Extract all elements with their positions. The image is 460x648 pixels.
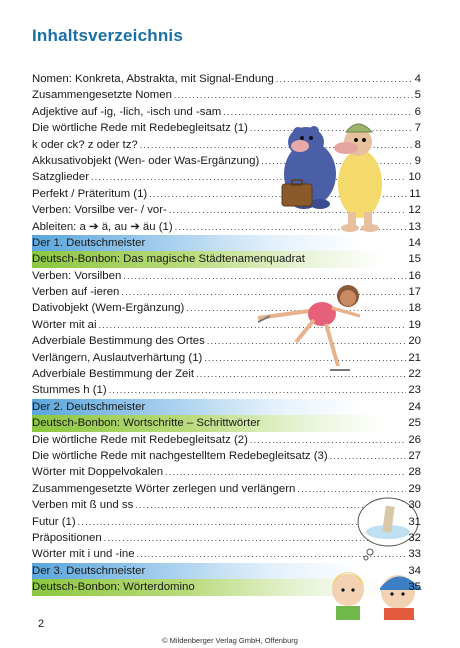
toc-entry-label: Verben mit ß und ss [32,499,134,512]
toc-entry-page: 34 [408,564,421,577]
dot-leader [165,464,406,480]
toc-entry-label: Adverbiale Bestimmung des Ortes [32,335,205,348]
toc-entry [32,464,421,480]
toc-entry-page: 16 [408,269,421,282]
toc-entry-page: 13 [408,220,421,233]
toc-entry-page: 27 [408,449,421,462]
toc-entry-label: Stummes h (1) [32,384,107,397]
toc-entry [32,71,421,87]
copyright-footer: © Mildenberger Verlag GmbH, Offenburg [162,636,298,645]
toc-entry-label: Perfekt / Präteritum (1) [32,187,148,200]
toc-entry-page: 9 [414,154,421,167]
toc-entry-label: Präpositionen [32,531,102,544]
toc-entry-page: 32 [408,531,421,544]
toc-entry-page: 17 [408,286,421,299]
toc-entry-label: Wörter mit i und -ine [32,548,135,561]
toc-entry-page: 35 [408,581,421,594]
toc-entry-label: Der 1. Deutschmeister [32,236,146,249]
toc-entry-page: 11 [409,187,421,200]
toc-entry-label: Deutsch-Bonbon: Wörterdomino [32,581,195,594]
toc-entry-label: Dativobjekt (Wem-Ergänzung) [32,302,185,315]
toc-entry-page: 31 [408,515,421,528]
toc-entry-label: Ableiten: a ➔ ä, au ➔ äu (1) [32,220,173,233]
toc-entry-label: Akkusativobjekt (Wen- oder Was-Ergänzung) [32,154,260,167]
dot-leader [276,71,413,87]
toc-entry-label: Deutsch-Bonbon: Wortschritte – Schrittwörter [32,417,261,430]
toc-entry-label: Der 3. Deutschmeister [32,564,146,577]
toc-entry-label: Der 2. Deutschmeister [32,400,146,413]
toc-entry-label: Die wörtliche Rede mit Redebegleitsatz (1) [32,122,248,135]
toc-entry-page: 10 [408,171,421,184]
toc-entry-label: Verben auf -ieren [32,286,120,299]
page-title: Inhaltsverzeichnis [32,26,183,45]
toc-entry-bonbon [32,251,421,267]
creatures-illustration [276,112,394,236]
toc-entry-page: 33 [408,548,421,561]
toc-entry-label: Zusammengesetzte Wörter zerlegen und verlängern [32,482,296,495]
dot-leader [330,448,407,464]
toc-entry-page: 22 [408,368,421,381]
toc-entry-page: 4 [414,73,421,85]
toc-entry-page: 5 [414,89,421,102]
toc-entry-page: 12 [408,204,421,217]
toc-entry-label: Verben: Vorsilben [32,269,122,282]
toc-entry-page: 30 [408,499,421,512]
toc-entry-label: Futur (1) [32,515,76,528]
toc-entry-deutschmeister [32,399,421,415]
page-number: 2 [38,618,45,630]
toc-entry-page: 18 [408,302,421,315]
toc-entry-page: 29 [408,482,421,495]
toc-entry-page: 14 [408,236,421,249]
toc-entry-page: 19 [408,318,421,331]
toc-entry-page: 24 [408,400,421,413]
toc-entry-label: k oder ck? z oder tz? [32,138,138,151]
toc-entry-page: 23 [408,384,421,397]
toc-entry [32,87,421,103]
toc-entry-deutschmeister [32,235,421,251]
toc-entry-label: Satzglieder [32,171,89,184]
toc-entry-page: 21 [408,351,421,364]
dot-leader [174,87,413,103]
skater-illustration [256,282,376,382]
toc-entry-label: Nomen: Konkreta, Abstrakta, mit Signal-Endung [32,73,274,85]
toc-entry-page: 20 [408,335,421,348]
toc-entry [32,432,421,448]
toc-entry-label: Adjektive auf -ig, -lich, -isch und -sam [32,105,222,118]
toc-entry-label: Deutsch-Bonbon: Das magische Städtenamenquadrat [32,253,305,266]
toc-entry-page: 7 [414,122,421,135]
toc-entry-page: 25 [408,417,421,430]
toc-entry [32,382,421,398]
toc-entry-page: 8 [414,138,421,151]
toc-entry-label: Adverbiale Bestimmung der Zeit [32,368,195,381]
toc-entry-label: Wörter mit ai [32,318,97,331]
toc-entry-page: 28 [408,466,421,479]
toc-entry [32,448,421,464]
toc-entry-label: Zusammengesetzte Nomen [32,89,172,102]
toc-entry-label: Verlängern, Auslautverhärtung (1) [32,351,203,364]
toc-entry-label: Verben: Vorsilbe ver- / vor- [32,204,167,217]
toc-entry-page: 26 [408,433,421,446]
toc-entry-label: Wörter mit Doppelvokalen [32,466,164,479]
dot-leader [109,382,407,398]
toc-entry-bonbon [32,415,421,431]
toc-entry-page: 6 [414,105,421,118]
dot-leader [250,432,406,448]
toc-entry-page: 15 [408,253,421,266]
toc-entry-label: Die wörtliche Rede mit Redebegleitsatz (2) [32,433,248,446]
toc-entry-label: Die wörtliche Rede mit nachgestelltem Redebegleitsatz (3) [32,449,328,462]
